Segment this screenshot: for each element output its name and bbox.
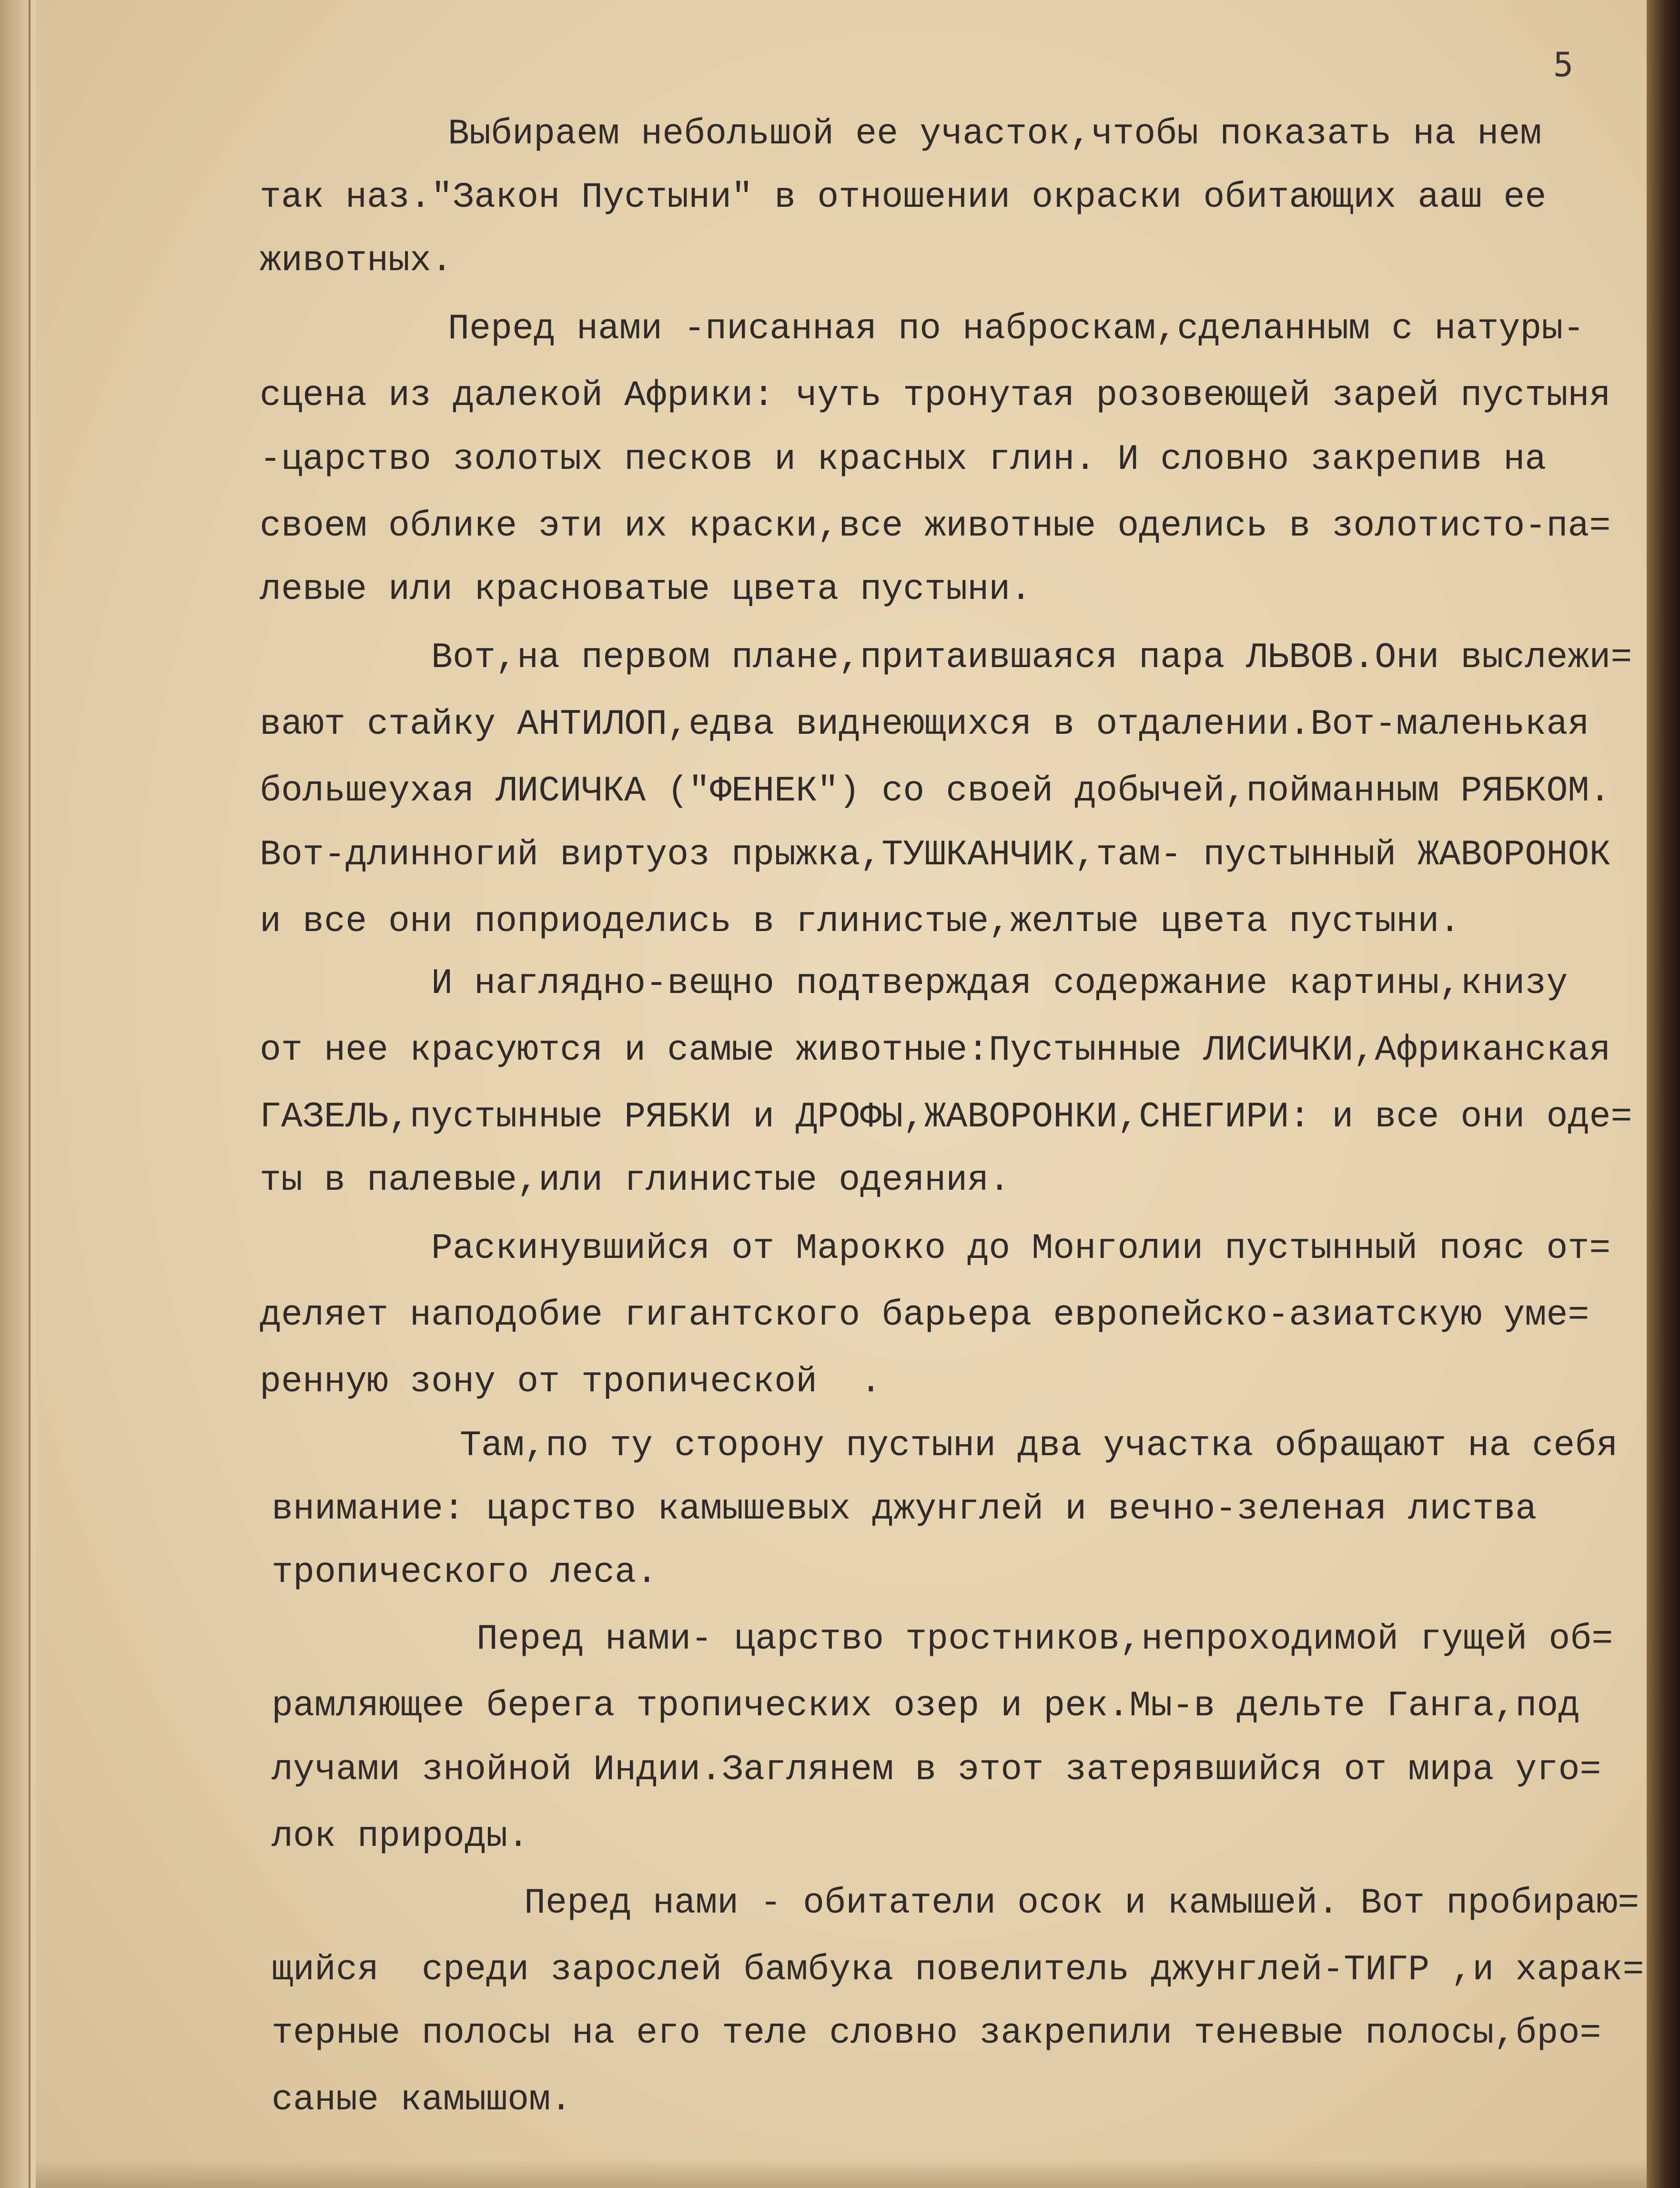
page-right-edge [1647, 0, 1680, 2188]
page-number: 5 [1553, 45, 1574, 84]
text-line: Раскинувшийся от Марокко до Монголии пустынный пояс от= [431, 1228, 1611, 1269]
text-line: лучами знойной Индии.Заглянем в этот затерявшийся от мира уго= [272, 1750, 1601, 1790]
text-line: Перед нами - обитатели осок и камышей. Вот пробираю= [524, 1883, 1640, 1924]
text-line: лок природы. [272, 1816, 529, 1857]
text-line: И наглядно-вещно подтверждая содержание картины,книзу [431, 963, 1568, 1004]
text-line: Там,по ту сторону пустыни два участка обращают на себя [460, 1426, 1618, 1466]
text-line: внимание: царство камышевых джунглей и вечно-зеленая листва [272, 1489, 1537, 1530]
text-line: ГАЗЕЛЬ,пустынные РЯБКИ и ДРОФЫ,ЖАВОРОНКИ,СНЕГИРИ: и все они оде= [260, 1097, 1632, 1137]
text-line: -царство золотых песков и красных глин. И словно закрепив на [260, 439, 1547, 480]
text-line: тропического леса. [272, 1552, 658, 1593]
text-line: своем облике эти их краски,все животные оделись в золотисто-па= [260, 506, 1611, 547]
text-line: и все они поприоделись в глинистые,желтые цвета пустыни. [260, 902, 1461, 942]
text-line: вают стайку АНТИЛОП,едва виднеющихся в отдалении.Вот-маленькая [260, 704, 1589, 745]
text-line: рамляющее берега тропических озер и рек.Мы-в дельте Ганга,под [272, 1686, 1580, 1726]
text-line: ренную зону от тропической . [260, 1362, 882, 1402]
page-bottom-shadow [36, 2159, 1647, 2188]
text-line: Перед нами- царство тростников,непроходимой гущей об= [476, 1619, 1613, 1660]
text-line: от нее красуются и самые животные:Пустынные ЛИСИЧКИ,Африканская [260, 1030, 1611, 1071]
text-line: большеухая ЛИСИЧКА ("ФЕНЕК") со своей добычей,пойманным РЯБКОМ. [260, 771, 1611, 811]
text-line: Перед нами -писанная по наброскам,сделанным с натуры- [448, 309, 1585, 349]
text-line: сцена из далекой Африки: чуть тронутая розовеющей зарей пустыня [260, 375, 1611, 416]
text-line: Выбираем небольшой ее участок,чтобы показать на нем [448, 114, 1542, 154]
text-line: ты в палевые,или глинистые одеяния. [260, 1160, 1011, 1201]
text-line: Вот-длинногий виртуоз прыжка,ТУШКАНЧИК,там- пустынный ЖАВОРОНОК [260, 835, 1611, 875]
text-line: деляет наподобие гигантского барьера европейско-азиатскую уме= [260, 1295, 1589, 1336]
binding-crease [29, 0, 30, 2188]
text-line: животных. [260, 241, 453, 281]
text-line: левые или красноватые цвета пустыни. [260, 569, 1032, 610]
text-line: щийся среди зарослей бамбука повелитель джунглей-ТИГР ,и харак= [272, 1950, 1644, 1990]
text-line: саные камышом. [272, 2080, 572, 2120]
text-line: терные полосы на его теле словно закрепили теневые полосы,бро= [272, 2013, 1601, 2054]
text-line: так наз."Закон Пустыни" в отношении окраски обитающих ааш ее [260, 177, 1547, 218]
text-line: Вот,на первом плане,притаившаяся пара ЛЬВОВ.Они выслежи= [431, 638, 1632, 678]
